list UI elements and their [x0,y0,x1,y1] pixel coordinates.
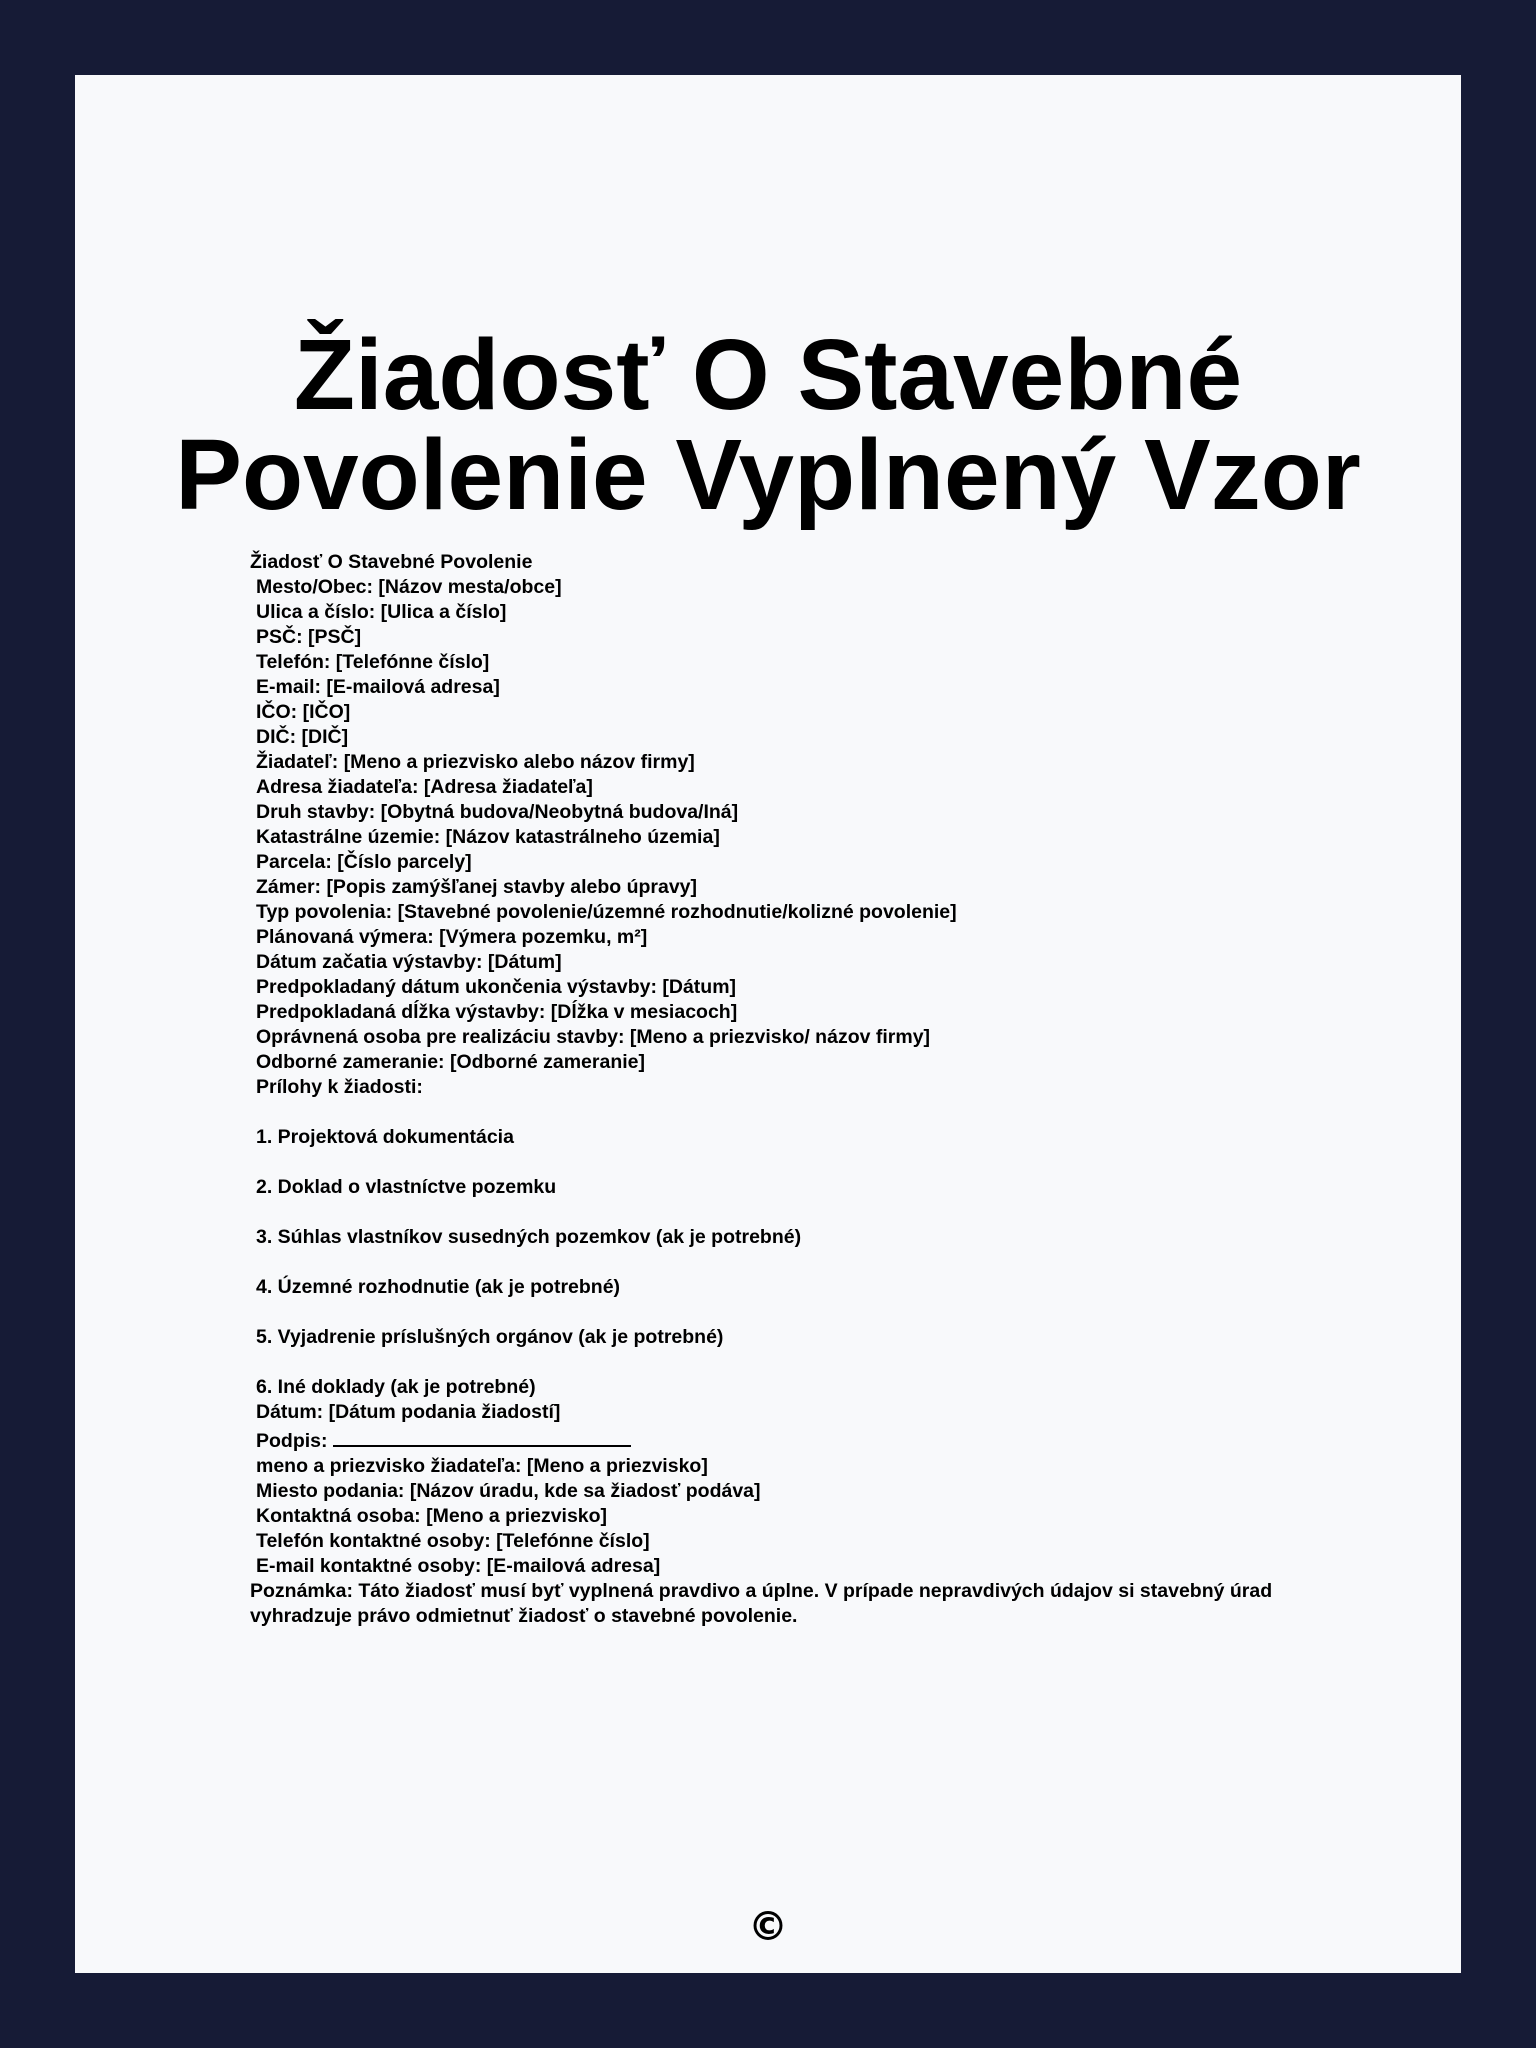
form-heading: Žiadosť O Stavebné Povolenie [250,551,533,573]
closing-line: Miesto podania: [Názov úradu, kde sa žiadosť podáva] [256,1480,761,1502]
field-line: Odborné zameranie: [Odborné zameranie] [256,1051,646,1073]
field-line: Plánovaná výmera: [Výmera pozemku, m²] [256,926,648,948]
field-line: Adresa žiadateľa: [Adresa žiadateľa] [256,776,593,798]
field-line: Žiadateľ: [Meno a priezvisko alebo názov firmy] [256,751,695,773]
spacer [250,1350,1310,1375]
spacer [250,1250,1310,1275]
field-line: Katastrálne územie: [Názov katastrálneho územia] [256,826,720,848]
field-line: Telefón: [Telefónne číslo] [256,651,490,673]
attachment-item: 4. Územné rozhodnutie (ak je potrebné) [256,1276,621,1298]
spacer [250,1100,1310,1125]
field-line: E-mail: [E-mailová adresa] [256,676,500,698]
field-line: DIČ: [DIČ] [256,726,349,748]
document-page [75,75,1461,1973]
attachment-item: 1. Projektová dokumentácia [256,1126,514,1148]
signature-line [333,1425,631,1447]
field-line: Predpokladaný dátum ukončenia výstavby: [Dátum] [256,976,737,998]
attachment-item: 6. Iné doklady (ak je potrebné) [256,1376,536,1398]
title-line-2: Povolenie Vyplnený Vzor [175,419,1361,531]
field-line: Mesto/Obec: [Názov mesta/obce] [256,576,562,598]
signature-label: Podpis: [256,1430,328,1452]
closing-line: Telefón kontaktné osoby: [Telefónne číslo] [256,1530,650,1552]
note-paragraph: Poznámka: Táto žiadosť musí byť vyplnená pravdivo a úplne. V prípade nepravdivých údajov si stavebný úrad vyhradzuje právo odmietnuť žiadosť o stavebné povolenie. [250,1580,1273,1627]
field-line: IČO: [IČO] [256,701,351,723]
spacer [250,1200,1310,1225]
spacer [250,1300,1310,1325]
page-title [75,319,1461,531]
field-line: Typ povolenia: [Stavebné povolenie/územné rozhodnutie/kolizné povolenie] [256,901,957,923]
field-line: Predpokladaná dĺžka výstavby: [Dĺžka v mesiacoch] [256,1001,738,1023]
field-line: Parcela: [Číslo parcely] [256,851,472,873]
attachment-item: 5. Vyjadrenie príslušných orgánov (ak je potrebné) [256,1326,724,1348]
form-body [250,550,1310,1629]
attachment-item: 2. Doklad o vlastníctve pozemku [256,1176,557,1198]
field-line: PSČ: [PSČ] [256,626,362,648]
closing-line: E-mail kontaktné osoby: [E-mailová adresa] [256,1555,661,1577]
attachment-item: 3. Súhlas vlastníkov susedných pozemkov (ak je potrebné) [256,1226,802,1248]
field-line: Zámer: [Popis zamýšľanej stavby alebo úpravy] [256,876,698,898]
closing-line: meno a priezvisko žiadateľa: [Meno a priezvisko] [256,1455,708,1477]
signature-row [250,1425,1310,1454]
title-line-1: Žiadosť O Stavebné [293,319,1243,431]
field-line: Dátum začatia výstavby: [Dátum] [256,951,562,973]
copyright-icon: © [748,1904,788,1950]
attachments-label: Prílohy k žiadosti: [256,1076,423,1098]
date-line: Dátum: [Dátum podania žiadostí] [256,1401,561,1423]
field-line: Druh stavby: [Obytná budova/Neobytná budova/Iná] [256,801,739,823]
field-line: Ulica a číslo: [Ulica a číslo] [256,601,507,623]
closing-line: Kontaktná osoba: [Meno a priezvisko] [256,1505,608,1527]
spacer [250,1150,1310,1175]
field-line: Oprávnená osoba pre realizáciu stavby: [Meno a priezvisko/ názov firmy] [256,1026,931,1048]
